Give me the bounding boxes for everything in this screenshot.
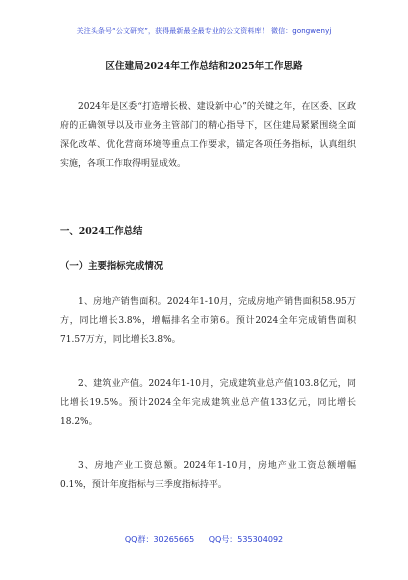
intro-paragraph [60, 98, 356, 174]
item-1-text: 1、房地产销售面积。2024年1-10月，完成房地产销售面积58.95万方，同比增长3.8%，增幅排名全市第6。预计2024全年完成销售面积71.57万方，同比增长3.8%。 [60, 297, 356, 345]
footer-contact [0, 534, 408, 545]
footer-qq: QQ号：535304092 [208, 535, 284, 544]
footer-qq-group: QQ群：30265665 [124, 535, 195, 544]
item-2-paragraph [60, 375, 356, 432]
item-2-text: 2、建筑业产值。2024年1-10月，完成建筑业总产值103.8亿元，同比增长19.5%。预计2024全年完成建筑业总产值133亿元，同比增长18.2%。 [60, 379, 356, 427]
document-title: 区住建局2024年工作总结和2025年工作思路 [105, 61, 303, 72]
item-3-text: 3、房地产业工资总额。2024年1-10月，房地产业工资总额增幅0.1%，预计年度指标与三季度指标持平。 [60, 461, 356, 490]
item-1-paragraph [60, 293, 356, 350]
item-3-paragraph [60, 457, 356, 495]
header-notice: 关注头条号“公文研究”，获得最新最全最专业的公文资料库！ 微信：gongwenyj [76, 27, 332, 35]
section-heading-1: 一、2024工作总结 [60, 226, 143, 237]
subsection-heading-1: （一）主要指标完成情况 [60, 261, 164, 272]
intro-text: 2024年是区委“打造增长极、建设新中心”的关键之年，在区委、区政府的正确领导以及市业务主管部门的精心指导下，区住建局紧紧围绕全面深化改革、优化营商环境等重点工作要求，锚定各项任务指标，认真组织实施，各项工作取得明显成效。 [60, 102, 356, 169]
